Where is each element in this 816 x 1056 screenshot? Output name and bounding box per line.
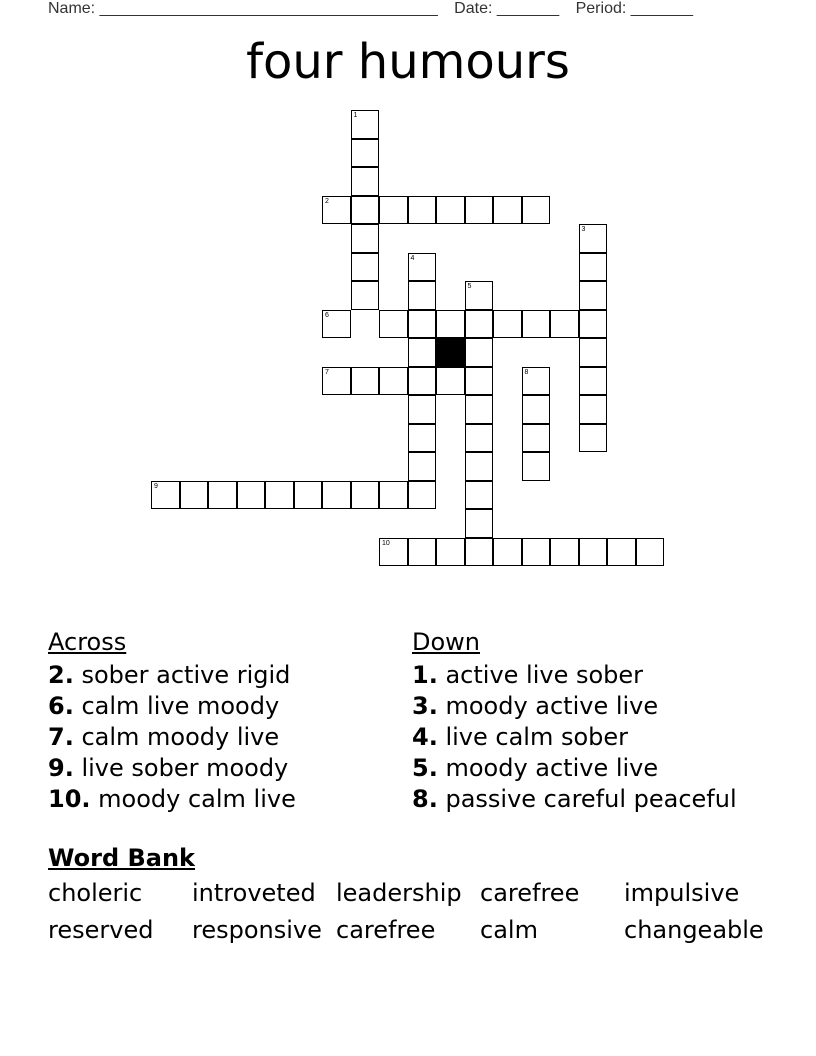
- grid-cell[interactable]: [208, 481, 237, 510]
- grid-cell[interactable]: [579, 538, 608, 567]
- grid-cell[interactable]: [465, 424, 494, 453]
- word-bank-item: introveted: [192, 879, 316, 907]
- grid-cell[interactable]: [322, 196, 351, 225]
- grid-cell[interactable]: [522, 395, 551, 424]
- grid-cell[interactable]: [408, 367, 437, 396]
- grid-cell[interactable]: [265, 481, 294, 510]
- grid-cell[interactable]: [607, 538, 636, 567]
- across-heading: Across: [48, 628, 127, 656]
- clue-number: 7: [325, 368, 329, 376]
- grid-cell[interactable]: [408, 424, 437, 453]
- grid-cell[interactable]: [465, 509, 494, 538]
- grid-cell[interactable]: [351, 481, 380, 510]
- grid-cell[interactable]: [408, 338, 437, 367]
- down-heading: Down: [412, 628, 481, 656]
- grid-cell[interactable]: [351, 253, 380, 282]
- grid-cell[interactable]: [180, 481, 209, 510]
- grid-cell[interactable]: [550, 538, 579, 567]
- grid-cell[interactable]: [436, 196, 465, 225]
- grid-cell[interactable]: [379, 481, 408, 510]
- grid-cell[interactable]: [465, 196, 494, 225]
- grid-cell[interactable]: [379, 367, 408, 396]
- grid-cell[interactable]: [351, 139, 380, 168]
- across-clue: 7. calm moody live: [48, 723, 280, 751]
- grid-cell[interactable]: [351, 196, 380, 225]
- across-clues: [48, 628, 296, 815]
- clue-number: 4: [410, 254, 415, 262]
- word-bank-item: impulsive: [624, 879, 740, 907]
- grid-cell[interactable]: [322, 367, 351, 396]
- clue-number: 8: [524, 368, 529, 376]
- grid-cell[interactable]: [579, 367, 608, 396]
- grid-cell[interactable]: [579, 253, 608, 282]
- grid-cell[interactable]: [522, 310, 551, 339]
- grid-cell[interactable]: [465, 281, 494, 310]
- across-clue: 9. live sober moody: [48, 754, 289, 782]
- date-field[interactable]: Date: _______: [454, 0, 560, 17]
- grid-cell[interactable]: [408, 452, 437, 481]
- grid-cell[interactable]: [408, 538, 437, 567]
- grid-cell[interactable]: [351, 110, 380, 139]
- grid-cell[interactable]: [579, 395, 608, 424]
- grid-cell[interactable]: [579, 338, 608, 367]
- grid-cell[interactable]: [579, 424, 608, 453]
- grid-cell[interactable]: [379, 538, 408, 567]
- grid-cell[interactable]: [436, 310, 465, 339]
- grid-cell[interactable]: [436, 538, 465, 567]
- grid-cell[interactable]: [493, 310, 522, 339]
- grid-cell[interactable]: [294, 481, 323, 510]
- grid-cell[interactable]: [465, 395, 494, 424]
- grid-cell[interactable]: [579, 281, 608, 310]
- grid-cell[interactable]: [408, 196, 437, 225]
- grid-cell[interactable]: [322, 310, 351, 339]
- grid-cell[interactable]: [493, 196, 522, 225]
- grid-cell[interactable]: [379, 196, 408, 225]
- grid-cell[interactable]: [522, 538, 551, 567]
- down-clue: 1. active live sober: [412, 661, 644, 689]
- down-clue: 8. passive careful peaceful: [412, 785, 737, 813]
- grid-cell[interactable]: [522, 367, 551, 396]
- across-clue: 2. sober active rigid: [48, 661, 291, 689]
- clue-number: 1: [353, 112, 358, 119]
- puzzle-title: four humours: [246, 34, 570, 90]
- grid-cell[interactable]: [408, 395, 437, 424]
- grid-cell[interactable]: [351, 281, 380, 310]
- grid-cell[interactable]: [579, 310, 608, 339]
- grid-cell[interactable]: [379, 310, 408, 339]
- grid-cell[interactable]: [237, 481, 266, 510]
- grid-cell[interactable]: [465, 452, 494, 481]
- word-bank-item: choleric: [48, 879, 143, 907]
- grid-block: [436, 338, 465, 367]
- clue-number: 9: [154, 482, 158, 490]
- down-clue: 5. moody active live: [412, 754, 659, 782]
- clue-number: 10: [382, 539, 390, 547]
- grid-cell[interactable]: [522, 424, 551, 453]
- grid-cell[interactable]: [408, 253, 437, 282]
- word-bank-item: leadership: [336, 879, 462, 907]
- grid-cell[interactable]: [351, 367, 380, 396]
- grid-cell[interactable]: [151, 481, 180, 510]
- grid-cell[interactable]: [550, 310, 579, 339]
- clue-number: 3: [581, 226, 586, 233]
- grid-cell[interactable]: [465, 338, 494, 367]
- grid-cell[interactable]: [465, 310, 494, 339]
- clue-number: 6: [325, 311, 329, 319]
- grid-cell[interactable]: [636, 538, 665, 567]
- word-bank-item: responsive: [192, 916, 322, 944]
- grid-cell[interactable]: [351, 167, 380, 196]
- grid-cell[interactable]: [465, 367, 494, 396]
- clue-number: 5: [467, 283, 472, 290]
- grid-cell[interactable]: [465, 538, 494, 567]
- down-clue: 4. live calm sober: [412, 723, 629, 751]
- grid-cell[interactable]: [436, 367, 465, 396]
- grid-cell[interactable]: [322, 481, 351, 510]
- period-field[interactable]: Period: _______: [575, 0, 694, 17]
- across-clue: 6. calm live moody: [48, 692, 280, 720]
- grid-cell[interactable]: [522, 452, 551, 481]
- grid-cell[interactable]: [351, 224, 380, 253]
- grid-cell[interactable]: [465, 481, 494, 510]
- across-clue: 10. moody calm live: [48, 785, 296, 813]
- word-bank-item: carefree: [336, 916, 436, 944]
- grid-cell[interactable]: [408, 281, 437, 310]
- grid-cell[interactable]: [579, 224, 608, 253]
- word-bank-heading: Word Bank: [48, 844, 196, 872]
- grid-cell[interactable]: [522, 196, 551, 225]
- word-bank-item: calm: [480, 916, 538, 944]
- grid-cell[interactable]: [408, 310, 437, 339]
- clue-number: 2: [325, 197, 329, 205]
- word-bank-item: carefree: [480, 879, 580, 907]
- word-bank: [48, 844, 768, 945]
- word-bank-item: changeable: [624, 916, 764, 944]
- word-bank-item: reserved: [48, 916, 154, 944]
- down-clues: [412, 628, 737, 815]
- name-field[interactable]: Name: ______________________________________: [48, 0, 438, 17]
- down-clue: 3. moody active live: [412, 692, 659, 720]
- grid-cell[interactable]: [408, 481, 437, 510]
- grid-cell[interactable]: [493, 538, 522, 567]
